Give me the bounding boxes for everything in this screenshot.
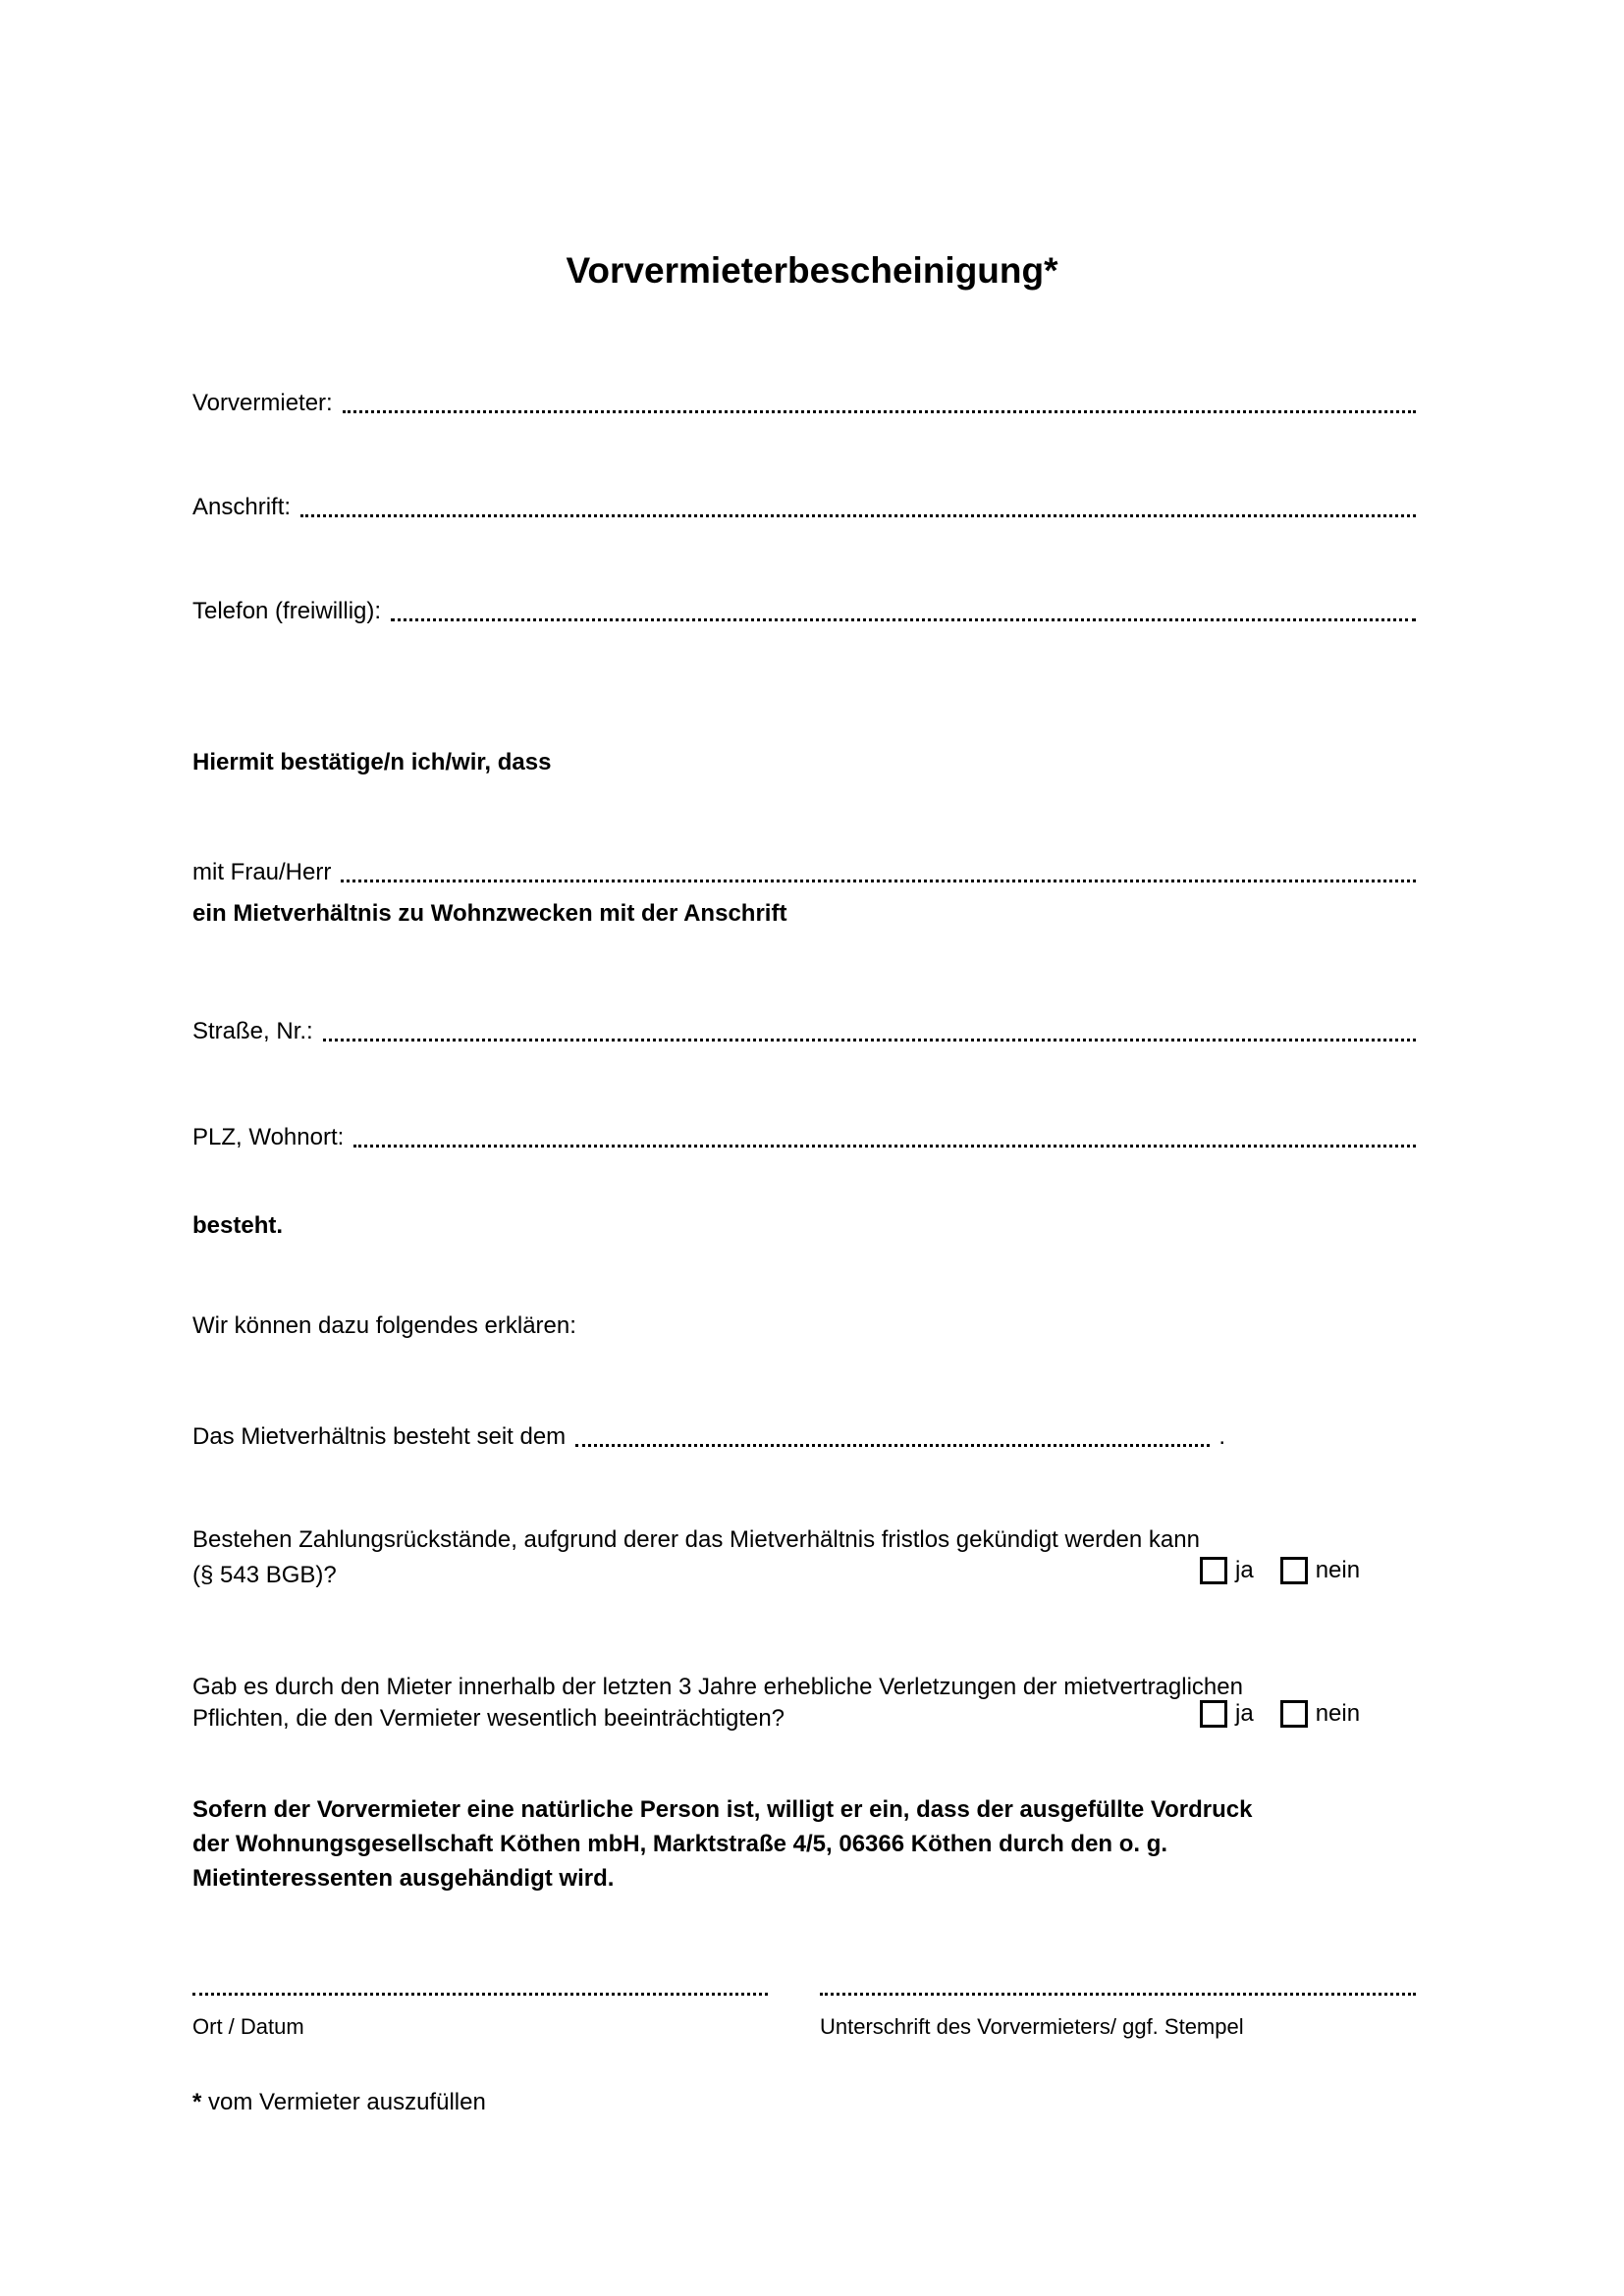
consent-line-2: der Wohnungsgesellschaft Köthen mbH, Marktstraße 4/5, 06366 Köthen durch den o. g. (192, 1831, 1168, 1857)
field-row-since (192, 1422, 1225, 1451)
field-row-vorvermieter (192, 389, 1416, 417)
footnote (192, 2088, 486, 2116)
question2-nein-label: nein (1315, 1700, 1361, 1727)
unterschrift-caption: Unterschrift des Vorvermieters/ ggf. Stempel (820, 2014, 1244, 2039)
city-label: PLZ, Wohnort: (192, 1124, 345, 1150)
question2-checkbox-nein[interactable] (1280, 1700, 1308, 1728)
anschrift-label: Anschrift: (192, 494, 292, 520)
city-input-line[interactable] (353, 1144, 1416, 1148)
question2-line2: Pflichten, die den Vermieter wesentlich beeinträchtigten? (192, 1705, 785, 1732)
question1-line1: Bestehen Zahlungsrückstände, aufgrund derer das Mietverhältnis fristlos gekündigt werden kann (192, 1526, 1200, 1553)
exists-statement: besteht. (192, 1212, 284, 1239)
question2-answer-group (1200, 1700, 1360, 1728)
consent-line-3: Mietinteressenten ausgehändigt wird. (192, 1865, 615, 1892)
question1-line2: (§ 543 BGB)? (192, 1562, 337, 1588)
question2-checkbox-ja[interactable] (1200, 1700, 1227, 1728)
question2-ja-label: ja (1235, 1700, 1254, 1727)
declaration-intro: Wir können dazu folgendes erklären: (192, 1312, 576, 1339)
question1-answer-group (1200, 1557, 1360, 1584)
question1-nein-label: nein (1315, 1557, 1361, 1583)
tenancy-statement: ein Mietverhältnis zu Wohnzwecken mit der Anschrift (192, 900, 787, 927)
telefon-label: Telefon (freiwillig): (192, 598, 382, 624)
telefon-input-line[interactable] (391, 617, 1416, 621)
field-row-tenant (192, 858, 1416, 886)
question1-checkbox-nein[interactable] (1280, 1557, 1308, 1584)
ort-datum-signature-line[interactable] (192, 1993, 768, 1996)
field-row-city (192, 1123, 1416, 1151)
question1-checkbox-ja[interactable] (1200, 1557, 1227, 1584)
field-row-street (192, 1017, 1416, 1045)
confirmation-intro: Hiermit bestätige/n ich/wir, dass (192, 749, 552, 775)
footnote-text: vom Vermieter auszufüllen (201, 2089, 486, 2115)
ort-datum-caption: Ort / Datum (192, 2014, 304, 2039)
question1-ja-label: ja (1235, 1557, 1254, 1583)
field-row-telefon (192, 597, 1416, 625)
tenant-label: mit Frau/Herr (192, 859, 332, 885)
since-period: . (1218, 1423, 1225, 1450)
consent-line-1: Sofern der Vorvermieter eine natürliche Person ist, willigt er ein, dass der ausgefüllte Vordruck (192, 1796, 1253, 1823)
street-input-line[interactable] (323, 1038, 1416, 1041)
page-title: Vorvermieterbescheinigung* (566, 250, 1058, 291)
anschrift-input-line[interactable] (300, 513, 1416, 517)
question2-line1: Gab es durch den Mieter innerhalb der letzten 3 Jahre erhebliche Verletzungen der mietvertraglichen (192, 1674, 1243, 1700)
unterschrift-signature-line[interactable] (820, 1993, 1416, 1996)
since-input-line[interactable] (575, 1443, 1210, 1447)
vorvermieter-input-line[interactable] (343, 409, 1416, 413)
since-label: Das Mietverhältnis besteht seit dem (192, 1423, 567, 1450)
field-row-anschrift (192, 493, 1416, 521)
tenant-input-line[interactable] (341, 879, 1416, 882)
vorvermieter-label: Vorvermieter: (192, 390, 333, 416)
footnote-marker: * (192, 2089, 202, 2115)
street-label: Straße, Nr.: (192, 1018, 313, 1044)
